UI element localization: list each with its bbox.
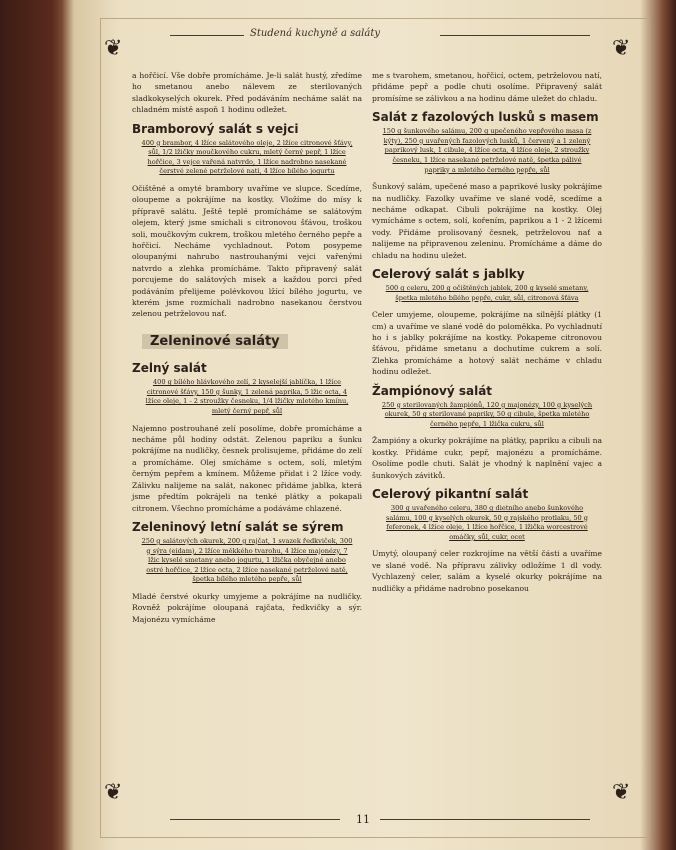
ingredients-list: 300 g uvařeného celeru, 380 g dietního anebo šunkového salámu, 100 g kyselých okurek, 50 g rajského protlaku, 50 g feferonek, 4 lžíce oleje, 1 lžíce hořčice, 1 lžička worcestrové omáčky, sůl, cukr, ocet [385, 504, 589, 541]
corner-ornament-top-right: ❦ [612, 36, 631, 61]
recipe-title: Bramborový salát s vejci [132, 121, 299, 136]
recipe-title: Žampiónový salát [372, 383, 493, 398]
continued-paragraph: me s tvarohem, smetanou, hořčicí, octem, petrželovou natí, přidáme pepř a podle chuti osolíme. Připravený salát promísíme se zálivkou a na hodinu dáme uležet do chladu. [372, 71, 602, 103]
corner-ornament-top-left: ❦ [104, 36, 123, 61]
recipe-title: Zelný salát [132, 361, 207, 376]
ingredients-list: 400 g bílého hlávkového zelí, 2 kyselejší jablíčka, 1 lžíce citronové šťávy, 150 g šunky, 1 zelená paprika, 5 lžic octa, 4 lžíce oleje, 1 - 2 stroužky česneku, 1/4 lžičky mletého kmínu, mletý černý pepř, sůl [145, 378, 349, 416]
recipe-instructions: Umytý, oloupaný celer rozkrojíme na větší části a uvaříme ve slané vodě. Na přípravu zálivky odložíme 1 dl vody. Vychlazený celer, salám a kyselé okurky pokrájíme na nudličky a přidáme nadrobno posekanou [372, 549, 602, 593]
ingredients-list: 150 g šunkového salámu, 200 g upečeného vepřového masa (z kýty), 250 g uvařených fazolových lusků, 1 červený a 1 zelený paprikový lusk, 1 cibule, 4 lžíce octa, 4 lžíce oleje, 2 stroužky česneku, 1 lžíce nasekané petrželové natě, špetka pálivé papriky a mletého černého pepře, sůl [382, 127, 592, 174]
recipe-instructions: Žampióny a okurky pokrájíme na plátky, papriku a cibuli na kostky. Přidáme cukr, pepř, majonézu a promícháme. Osolíme podle chuti. Salát je vhodný k naplnění vajec a šunkových závitků. [372, 436, 602, 480]
recipe-title: Celerový salát s jablky [372, 267, 525, 282]
corner-ornament-bottom-right: ❦ [612, 780, 631, 805]
recipe-instructions: Šunkový salám, upečené maso a paprikové lusky pokrájíme na nudličky. Fazolky uvaříme ve slané vodě, scedíme a necháme odkapat. Cibuli pokrájíme na kostky. Olej vymícháme s octem, solí, kořením, paprikou a 1 - 2 lžícemi vody. Přidáme prolisovaný česnek, petrželovou nať a nalijeme na připravenou zeleninu. Promícháme a dáme do chladu na hodinu uležet. [372, 182, 602, 260]
recipe-instructions: Najemno postrouhané zelí posolíme, dobře promícháme a necháme půl hodiny odstát. Zelenou papriku a šunku pokrájíme na nudličky, česnek prolisujeme, přidáme do zelí a promícháme. Olej smícháme s octem, solí, mletým černým pepřem a kmínem. Můžeme přidat i 2 lžíce vody. Zálivku nalijeme na salát, nakonec přidáme jablka, která jsme předtím pokrájeli na tenké plátky a pokapali citronem. Všechno promícháme a podáváme chlazené. [132, 423, 362, 513]
left-column [132, 70, 362, 631]
continued-paragraph: a hořčicí. Vše dobře promícháme. Je-li salát hustý, zředíme ho smetanou anebo nálevem ze sterilovaných sladkokyselých okurek. Před podáváním necháme salát na chladném místě aspoň 1 hodinu odležet. [132, 71, 362, 115]
recipe-title: Celerový pikantní salát [372, 487, 529, 502]
ingredients-list: 400 g brambor, 4 lžíce salátového oleje, 2 lžíce citronové šťávy, sůl, 1/2 lžičky moučkového cukru, mletý černý pepř, 1 lžíce hořčice, 3 vejce vařená natvrdo, 1 lžíce nadrobno nasekané čerstvé zelené petrželové nati, 4 lžíce bílého jogurtu [141, 138, 353, 176]
running-header: Studená kuchyně a saláty [250, 28, 380, 39]
ingredients-list: 250 g sterilovaných žampiónů, 120 g majonézy, 100 g kyselých okurek, 50 g sterilované papriky, 50 g cibule, špetka mletého černého pepře, 1 lžička cukru, sůl [381, 400, 593, 428]
section-heading: Zeleninové saláty [142, 334, 288, 349]
recipe-instructions: Očištěné a omyté brambory uvaříme ve slupce. Scedíme, oloupeme a pokrájíme na kostky. Vložíme do mísy k přípravě salátu. Ještě teplé promícháme se salátovým olejem, který jsme smíchali s citronovou šťávou, troškou soli, moučkovým cukrem, troškou mletého černého pepře a hořčicí. Necháme vychladnout. Potom posypeme oloupanými nahrubo nastrouhanými vejci vařenými natvrdo a zlehka promícháme. Takto připravený salát porcujeme do salátových misek a každou porci před podáváním přelijeme polévkovou lžící bílého jogurtu, ve kterém jsme rozmíchali nadrobno nasekanou čerstvou zelenou petrželovou nať. [132, 184, 362, 319]
recipe-title: Salát z fazolových lusků s masem [372, 110, 599, 125]
footer-rule-left [170, 819, 340, 820]
recipe-title: Zeleninový letní salát se sýrem [132, 519, 344, 534]
right-column [372, 70, 602, 600]
header-rule-left [170, 35, 244, 36]
footer-rule-right [380, 819, 590, 820]
recipe-instructions: Mladé čerstvé okurky umyjeme a pokrájíme na nudličky. Rovněž pokrájíme oloupaná rajčata, ředkvičky a sýr. Majonézu vymícháme [132, 591, 362, 624]
page-number: 11 [356, 813, 370, 826]
recipe-instructions: Celer umyjeme, oloupeme, pokrájíme na silnější plátky (1 cm) a uvaříme ve slané vodě do poloměkka. Po vychladnutí ho i s jablky pokrájíme na kostky. Pokapeme citronovou šťávou, přidáme smetanu a dochutíme cukrem a solí. Zlehka promícháme a hotový salát necháme v chladu hodinu odležet. [372, 310, 602, 377]
ingredients-list: 500 g celeru, 200 g očištěných jablek, 200 g kyselé smetany, špetka mletého bílého pepře, cukr, sůl, citronová šťáva [385, 284, 589, 302]
header-rule-right [440, 35, 590, 36]
corner-ornament-bottom-left: ❦ [104, 780, 123, 805]
ingredients-list: 250 g salátových okurek, 200 g rajčat, 1 svazek ředkviček, 300 g sýra (eidam), 2 lžíce měkkého tvarohu, 4 lžíce majonézy, 7 lžic kyselé smetany anebo jogurtu, 1 lžička obyčejné anebo ostré hořčice, 2 lžíce octa, 2 lžíce nasekané petrželové natě, špetka bílého mletého pepře, sůl [141, 536, 353, 584]
